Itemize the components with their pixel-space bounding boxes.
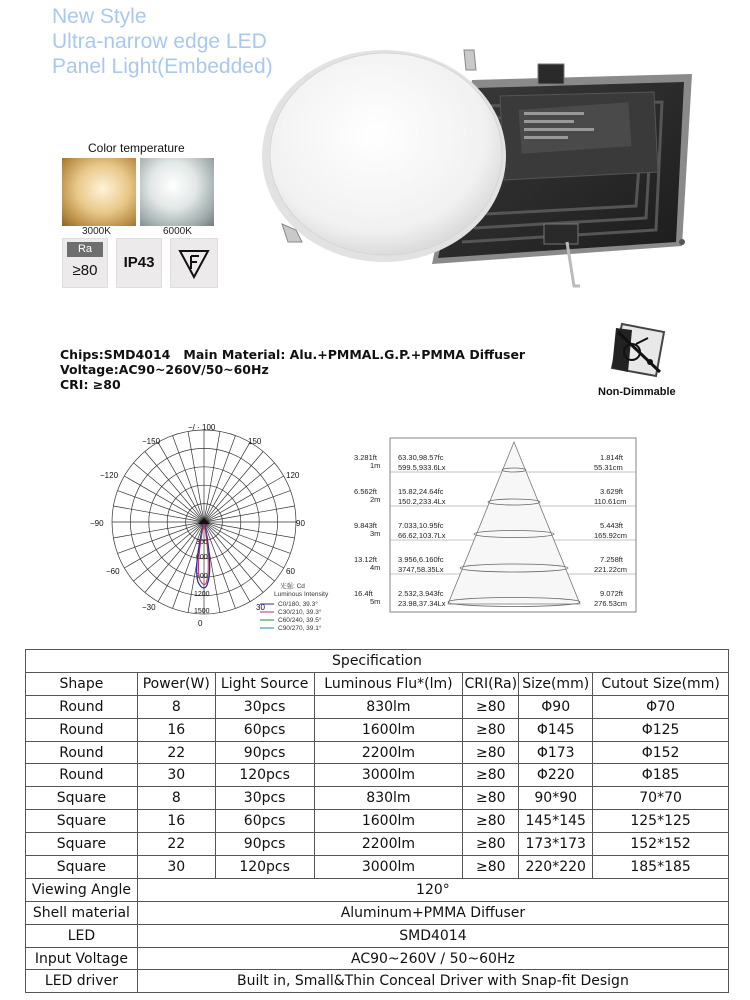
cone-diameter-ft: 3.629ft: [600, 487, 623, 496]
cone-diameter-cm: 165.92cm: [594, 531, 627, 540]
table-cell: 3000lm: [314, 764, 463, 787]
cone-diameter-ft: 5.443ft: [600, 521, 623, 530]
table-cell: 30pcs: [215, 695, 314, 718]
cri-badge: [62, 238, 108, 288]
table-cell: 70*70: [593, 787, 729, 810]
specs-line-1: Chips:SMD4014 Main Material: Alu.+PMMAL.G.P.+PMMA Diffuser: [60, 347, 526, 362]
cone-diameter-ft: 1.814ft: [600, 453, 623, 462]
spec-header-cell: Power(W): [137, 672, 215, 695]
non-dimmable-label: Non-Dimmable: [598, 386, 676, 398]
specs-line-3: CRI: ≥80: [60, 377, 121, 392]
cone-fc: 63.30,98.57fc: [398, 453, 444, 462]
cone-lux: 23.98,37.34Lx: [398, 599, 446, 608]
cone-height-ft: 6.562ft: [354, 487, 377, 496]
table-cell: 830lm: [314, 787, 463, 810]
table-cell: 60pcs: [215, 718, 314, 741]
polar-legend-c0: C0/180, 39.3°: [278, 601, 318, 608]
polar-label-150: 150: [248, 437, 262, 446]
polar-legend-c30: C30/210, 39.3°: [278, 609, 322, 616]
table-cell: Φ220: [519, 764, 593, 787]
title-line-3: Panel Light(Embedded): [52, 55, 273, 78]
table-row: [26, 764, 729, 787]
table-row: [26, 856, 729, 879]
table-cell: 30: [137, 856, 215, 879]
table-row: [26, 810, 729, 833]
cone-height-ft: 16.4ft: [354, 589, 373, 598]
spec-row-value: 120°: [137, 878, 728, 901]
cone-diameter-cm: 110.61cm: [594, 497, 627, 506]
table-cell: Round: [26, 764, 138, 787]
table-cell: 22: [137, 741, 215, 764]
cone-diameter-cm: 221.22cm: [594, 565, 627, 574]
title-line-1: New Style: [52, 5, 147, 28]
table-cell: 830lm: [314, 695, 463, 718]
f-mark-icon: [170, 238, 218, 288]
table-row: [26, 833, 729, 856]
table-cell: 145*145: [519, 810, 593, 833]
ring-label-1200: 1200: [194, 591, 210, 598]
table-cell: 1600lm: [314, 718, 463, 741]
table-cell: 22: [137, 833, 215, 856]
table-cell: Square: [26, 856, 138, 879]
spec-header-row: [26, 672, 729, 695]
cone-diameter-cm: 276.53cm: [594, 599, 627, 608]
table-cell: 16: [137, 718, 215, 741]
table-row: [26, 947, 729, 970]
cone-lux: 3747,58.35Lx: [398, 565, 444, 574]
table-row: [26, 901, 729, 924]
polar-legend-sub: Luminous Intensity: [274, 591, 329, 598]
polar-label-90: 90: [296, 519, 305, 528]
table-cell: 90*90: [519, 787, 593, 810]
ring-label-1500: 1500: [194, 608, 210, 615]
polar-label-30: 30: [256, 603, 265, 612]
table-cell: 220*220: [519, 856, 593, 879]
cool-light-swatch: [140, 158, 214, 226]
table-cell: 125*125: [593, 810, 729, 833]
spec-row-value: Aluminum+PMMA Diffuser: [137, 901, 728, 924]
polar-label-neg120: −120: [100, 471, 119, 480]
spec-row-value: AC90~260V / 50~60Hz: [137, 947, 728, 970]
cone-lux: 150.2,233.4Lx: [398, 497, 446, 506]
polar-label-neg60: −60: [106, 567, 120, 576]
table-cell: Square: [26, 833, 138, 856]
spec-row-label: LED driver: [26, 970, 138, 993]
table-cell: 173*173: [519, 833, 593, 856]
spec-header-cell: Cutout Size(mm): [593, 672, 729, 695]
cone-height-m: 4m: [370, 563, 381, 572]
polar-label-neg90: −90: [90, 519, 104, 528]
illuminance-cone-diagram: [348, 436, 638, 614]
table-cell: 30pcs: [215, 787, 314, 810]
table-cell: ≥80: [463, 856, 519, 879]
table-cell: ≥80: [463, 764, 519, 787]
ring-label-900: 900: [196, 573, 208, 580]
spec-row-value: Built in, Small&Thin Conceal Driver with Snap-fit Design: [137, 970, 728, 993]
spec-header-cell: Luminous Flu*(lm): [314, 672, 463, 695]
table-row: [26, 924, 729, 947]
table-cell: Φ125: [593, 718, 729, 741]
warm-light-swatch: [62, 158, 136, 226]
table-cell: ≥80: [463, 833, 519, 856]
table-cell: Φ145: [519, 718, 593, 741]
cone-fc: 3.956,6.160fc: [398, 555, 444, 564]
table-cell: Round: [26, 718, 138, 741]
table-cell: 16: [137, 810, 215, 833]
polar-label-120: 120: [286, 471, 300, 480]
polar-light-distribution-diagram: [80, 420, 355, 640]
table-row: [26, 787, 729, 810]
table-row: [26, 718, 729, 741]
spec-header-cell: Light Source: [215, 672, 314, 695]
cone-height-ft: 3.281ft: [354, 453, 377, 462]
table-cell: ≥80: [463, 718, 519, 741]
polar-legend-c90: C90/270, 39.1°: [278, 625, 322, 632]
cone-lux: 66.62,103.7Lx: [398, 531, 446, 540]
table-cell: 30: [137, 764, 215, 787]
spec-header-cell: Size(mm): [519, 672, 593, 695]
table-cell: 90pcs: [215, 741, 314, 764]
table-cell: Square: [26, 810, 138, 833]
ip-rating-badge: IP43: [116, 238, 162, 288]
spec-row-label: LED: [26, 924, 138, 947]
table-cell: Φ90: [519, 695, 593, 718]
table-cell: 185*185: [593, 856, 729, 879]
cool-temp-caption: 6000K: [163, 226, 192, 237]
table-cell: Square: [26, 787, 138, 810]
spec-row-value: SMD4014: [137, 924, 728, 947]
table-cell: 60pcs: [215, 810, 314, 833]
polar-label-neg150: −150: [142, 437, 161, 446]
ring-label-300: 300: [196, 539, 208, 546]
color-temperature-label: Color temperature: [88, 141, 185, 155]
polar-label-60: 60: [286, 567, 295, 576]
table-cell: 3000lm: [314, 856, 463, 879]
table-cell: 120pcs: [215, 856, 314, 879]
page-title: [52, 4, 273, 79]
cone-diameter-ft: 9.072ft: [600, 589, 623, 598]
cone-fc: 2.532,3.943fc: [398, 589, 444, 598]
table-cell: 8: [137, 787, 215, 810]
polar-label-top: −/ · 100: [188, 423, 216, 432]
polar-label-neg30: −30: [142, 603, 156, 612]
table-cell: ≥80: [463, 810, 519, 833]
table-cell: ≥80: [463, 695, 519, 718]
table-row: [26, 695, 729, 718]
cone-height-m: 3m: [370, 529, 381, 538]
table-row: [26, 970, 729, 993]
non-dimmable-icon: [608, 322, 666, 378]
spec-row-label: Shell material: [26, 901, 138, 924]
spec-row-label: Viewing Angle: [26, 878, 138, 901]
cone-height-m: 5m: [370, 597, 381, 606]
table-row: [26, 741, 729, 764]
ring-label-600: 600: [196, 554, 208, 561]
cone-fc: 15.82,24.64fc: [398, 487, 444, 496]
table-cell: Round: [26, 741, 138, 764]
polar-label-0: 0: [198, 619, 203, 628]
table-cell: Φ152: [593, 741, 729, 764]
table-cell: 90pcs: [215, 833, 314, 856]
cone-height-m: 2m: [370, 495, 381, 504]
product-photo: [262, 46, 702, 308]
table-cell: Φ70: [593, 695, 729, 718]
spec-header-cell: CRI(Ra): [463, 672, 519, 695]
cone-lux: 599.5,933.6Lx: [398, 463, 446, 472]
cri-badge-label: Ra: [67, 242, 103, 257]
table-cell: 2200lm: [314, 741, 463, 764]
table-cell: Φ173: [519, 741, 593, 764]
table-cell: Round: [26, 695, 138, 718]
cone-fc: 7.033,10.95fc: [398, 521, 444, 530]
polar-legend-c60: C60/240, 39.5°: [278, 617, 322, 624]
table-cell: Φ185: [593, 764, 729, 787]
table-cell: 8: [137, 695, 215, 718]
specs-text: [60, 347, 525, 392]
warm-temp-caption: 3000K: [82, 226, 111, 237]
specification-table: [25, 649, 729, 993]
table-cell: ≥80: [463, 787, 519, 810]
cone-height-m: 1m: [370, 461, 381, 470]
spec-table-title: Specification: [26, 650, 729, 673]
table-cell: 2200lm: [314, 833, 463, 856]
cone-diameter-cm: 55.31cm: [594, 463, 623, 472]
table-cell: 1600lm: [314, 810, 463, 833]
cone-height-ft: 13.12ft: [354, 555, 377, 564]
table-cell: ≥80: [463, 741, 519, 764]
cri-badge-value: ≥80: [72, 262, 98, 279]
cone-diameter-ft: 7.258ft: [600, 555, 623, 564]
cone-height-ft: 9.843ft: [354, 521, 377, 530]
title-line-2: Ultra-narrow edge LED: [52, 30, 267, 53]
spec-header-cell: Shape: [26, 672, 138, 695]
table-cell: 152*152: [593, 833, 729, 856]
spec-row-label: Input Voltage: [26, 947, 138, 970]
polar-legend-title: 光强: Cd: [280, 583, 305, 590]
table-cell: 120pcs: [215, 764, 314, 787]
specs-line-2: Voltage:AC90~260V/50~60Hz: [60, 362, 269, 377]
table-row: [26, 878, 729, 901]
